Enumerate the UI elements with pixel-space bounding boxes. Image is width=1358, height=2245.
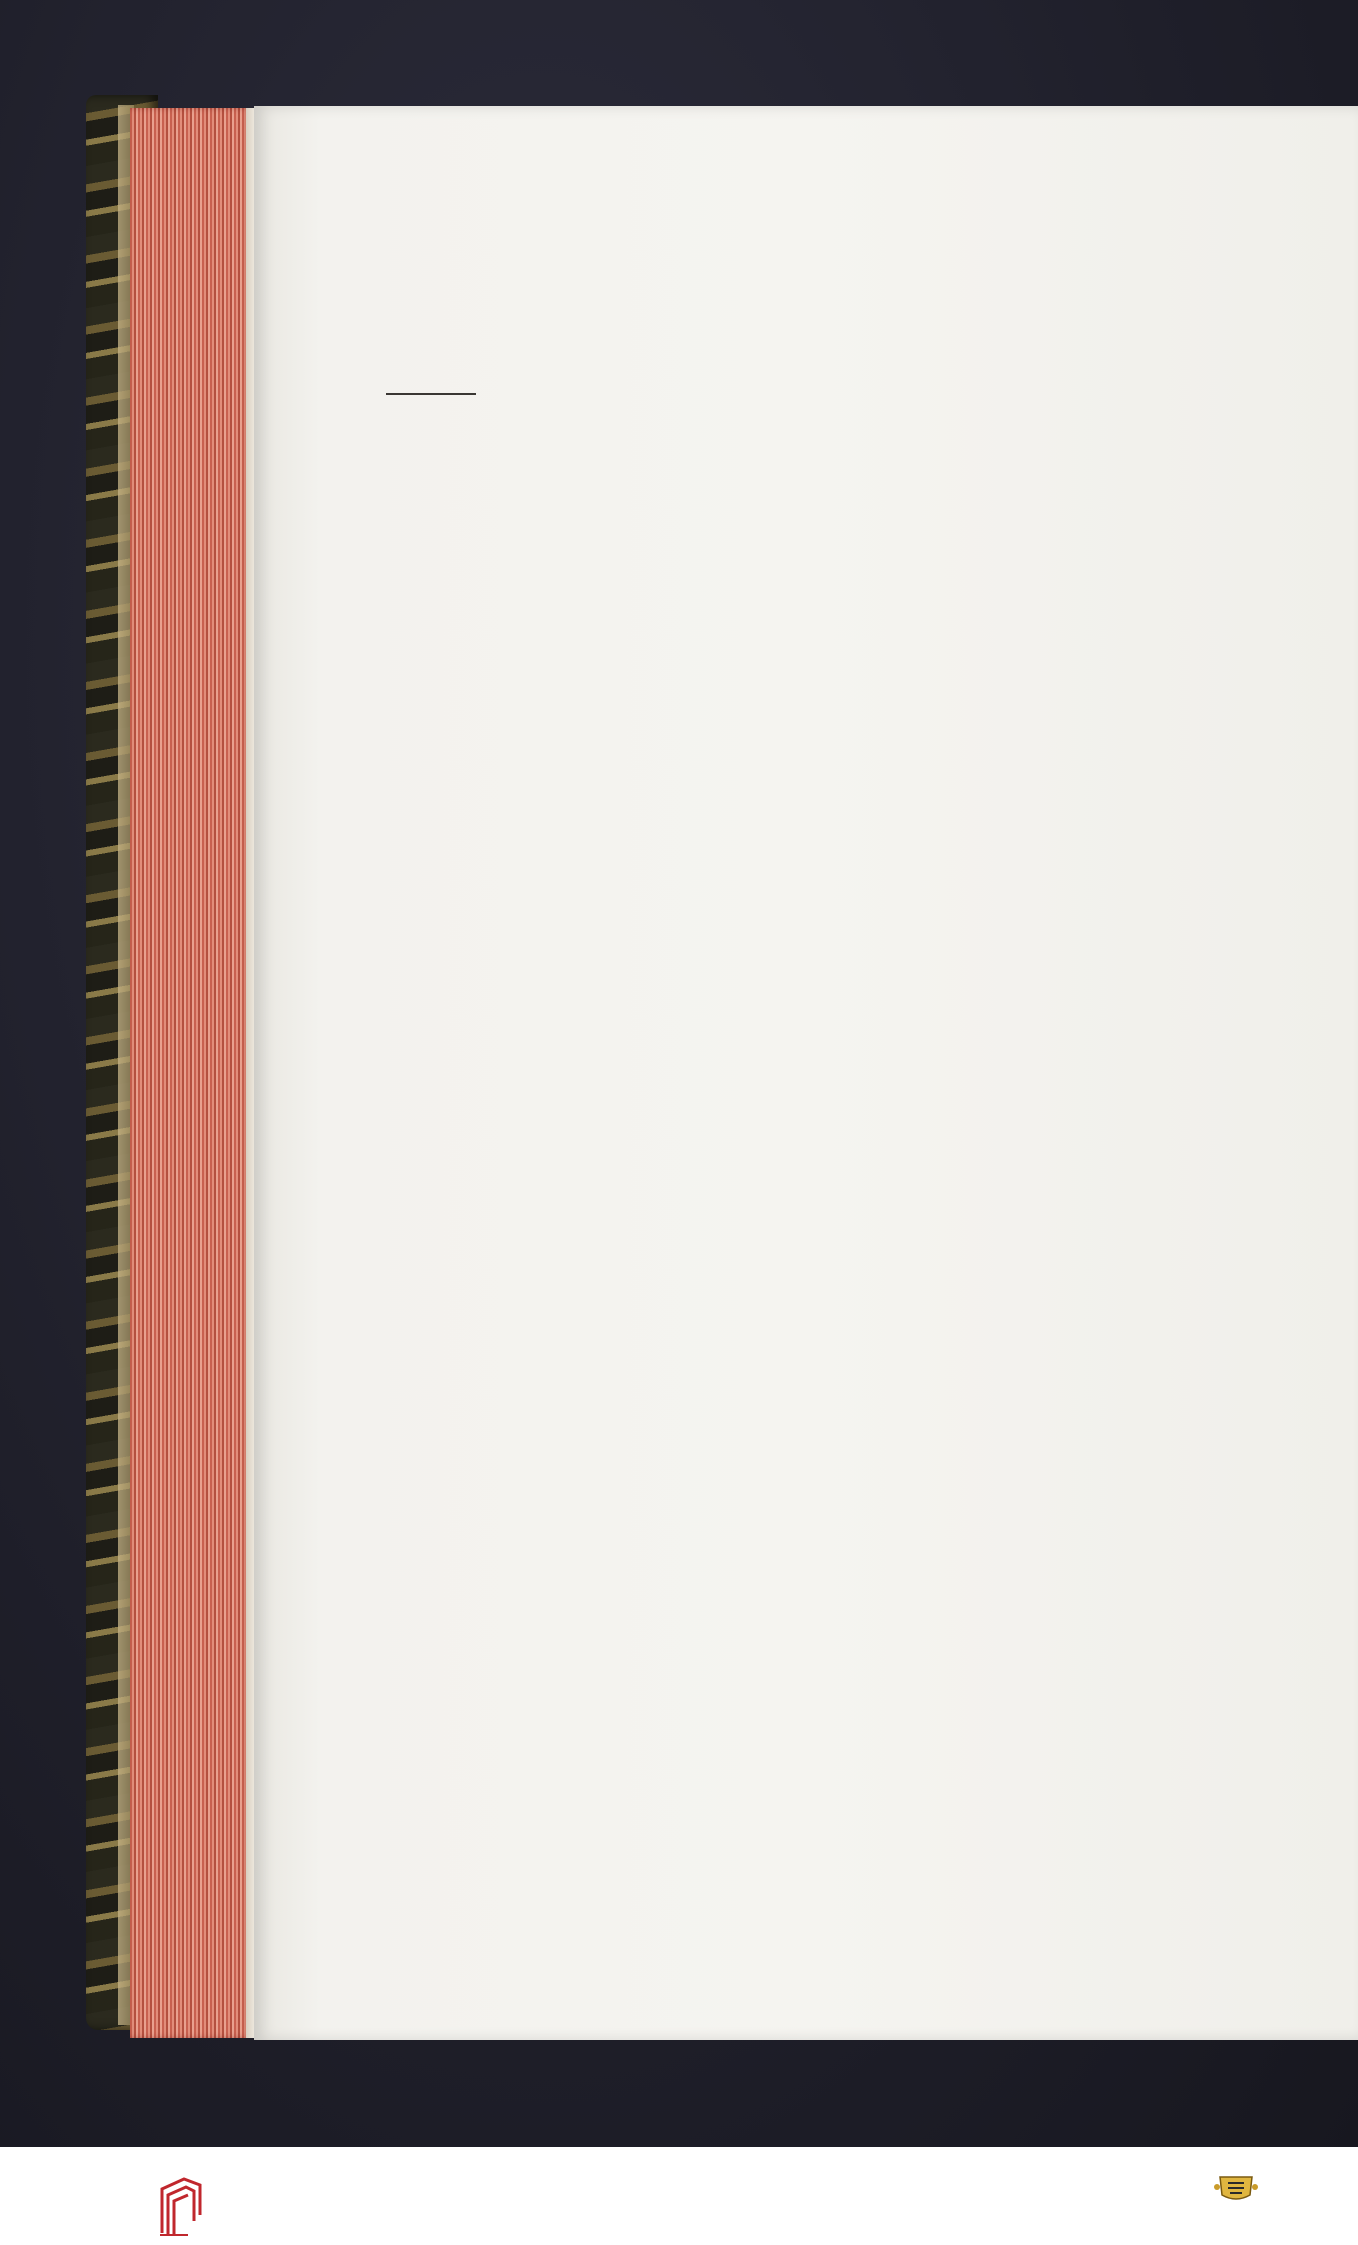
red-page-edges xyxy=(130,108,250,2038)
footer-bar xyxy=(0,2147,1358,2245)
coat-of-arms-icon xyxy=(1214,2173,1258,2203)
funder-logo[interactable] xyxy=(1130,2153,1340,2243)
ub-logo-mark-icon xyxy=(158,2175,204,2237)
margin-rule xyxy=(386,393,476,395)
ub-heidelberg-logo[interactable] xyxy=(18,2167,218,2237)
book-page xyxy=(254,106,1358,2040)
